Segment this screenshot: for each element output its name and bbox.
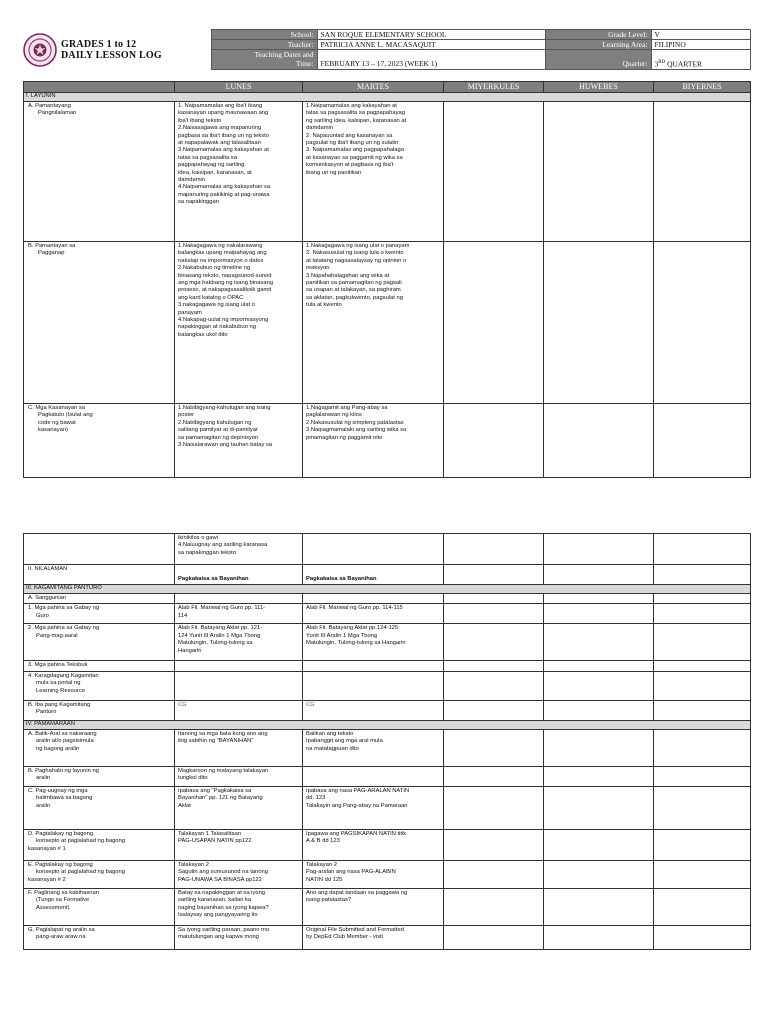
cell-paglinang-lunes: Batay sa napakinggan at sa iyong sariling karanasan, kailan ka naging bayanihan sa iyong kapwa? Isalaysay ang pangyayaring ito <box>175 888 303 925</box>
cell-c-lunes-continued: ikinikilos o gawi 4.Naiuugnay ang sariling karanasa sa napakinggan teksto <box>175 534 303 565</box>
row-label-teksbuk: 3. Mga pahina Teksbuk <box>24 661 175 671</box>
table-row <box>24 661 751 671</box>
quarter-value: 3RD QUARTER <box>651 59 750 70</box>
lesson-grid-page-2 <box>23 533 751 950</box>
learning-area-value: FILIPINO <box>651 40 750 50</box>
cell-pagtalakay-1-martes: Ipagawa ang PAGSIKAPAN NATIN titik A & B dd 123 <box>303 829 444 860</box>
table-row <box>24 700 751 720</box>
cell-b-huwebes <box>544 242 654 404</box>
table-row <box>24 829 751 860</box>
section-pamamaraan: IV. PAMAMARAAN <box>24 720 751 729</box>
row-label-mga-kasanayan: C. Mga Kasanayan sa Pagkatuto (Isulat ang code ng bawat kasanayan) <box>24 404 175 478</box>
cell-cg-lunes: CG <box>175 700 303 720</box>
cell-b-biyernes <box>654 242 751 404</box>
table-row <box>24 766 751 786</box>
cell-pagtalakay-2-lunes: Talakayan 2 Sagutin ang sumusunod na tanong PAG-UNAWA SA BINASA pp122 <box>175 860 303 888</box>
table-row <box>24 565 751 585</box>
cell-a-huwebes <box>544 102 654 242</box>
cell-paglalapat-lunes: Sa iyong sariling paraan, paano mo matutulungan ang kapwa mong <box>175 925 303 949</box>
learning-area-label: Learning Area: <box>545 40 651 50</box>
row-label-pag-uugnay: C. Pag-uugnay ng mga halimbawa sa bagong aralin <box>24 786 175 829</box>
row-label-gabay-mag-aaral: 2. Mga pahina sa Gabay ng Pang-mag-aaral <box>24 624 175 661</box>
cell-pag-uugnay-martes: Ipabasa ang nasa PAG-ARALAN NATIN dd. 123 Talakayin ang Pang-abay na Pamaraan <box>303 786 444 829</box>
title-line-2: DAILY LESSON LOG <box>61 49 162 61</box>
row-label-gabay-guro: 1. Mga pahina sa Gabay ng Guro <box>24 604 175 624</box>
table-row <box>24 102 751 242</box>
cell-gabay-mag-aaral-martes: Alab Fil. Batayang Aklat pp.124-125 Yunit III Aralin 1 Mga Tbong Matulungin, Tulong-tulong sa Hangarin <box>303 624 444 661</box>
table-row <box>24 534 751 565</box>
table-row <box>24 404 751 478</box>
cell-b-lunes: 1.Nakagagawa ng nakalarawang balangkas upang maipahayag ang nakalap na impormasyon o datos 2.Nakabubuo ng timeline ng binasang teksto, napagsunod-sunod ang mga hakbang ng isang binasang proseso, at nakapagsasaliksik gamit ang kard katalog o OPAC 3.nakagagawa ng isang ulat o panayam 4.Nakapag-uulat ng impormasyong napakinggan at nakabubuo ng balangkas ukol dito <box>175 242 303 404</box>
cell-balik-aral-martes: Balikan ang teksto Ipabanggit ang mga aral mula na matatagpuan dito <box>303 729 444 766</box>
corner-cell <box>24 82 175 93</box>
table-row <box>24 242 751 404</box>
cell-cg-martes: CG <box>303 700 444 720</box>
table-row <box>24 671 751 700</box>
row-label-karagdagang-kagamitan: 4. Karagdagang Kagamitan mula sa portal ng Learning Resource <box>24 671 175 700</box>
table-row <box>24 624 751 661</box>
teacher-label: Teacher: <box>211 40 317 50</box>
table-row <box>24 786 751 829</box>
school-value: SAN ROQUE ELEMENTARY SCHOOL <box>317 30 545 40</box>
row-label-balik-aral: A. Balik-Aral sa nakaraang aralin at/o pagsisimula ng bagong aralin <box>24 729 175 766</box>
cell-nilalaman-lunes: Pagkakaisa sa Bayanihan <box>175 565 303 585</box>
cell-gabay-guro-martes: Alab Fil. Manwal ng Guro pp. 114-115 <box>303 604 444 624</box>
title-line-1: GRADES 1 to 12 <box>61 38 137 50</box>
table-row <box>24 729 751 766</box>
cell-c-lunes: 1.Nabibigyang-kahulugan ang isang poster 2.Nabibigyang kahulugan ng salitang pamilyar at di-pamilyar sa pamamagitan ng depinisyon 3.Naisalarawan ang tauhan batay sa <box>175 404 303 478</box>
row-label-pamantayang-pangnilalaman: A. Pamantayang Pangnilalaman <box>24 102 175 242</box>
section-kagamitang-panturo: III. KAGAMITANG PANTURO <box>24 585 751 594</box>
cell-a-lunes: 1. Naipamamalas ang iba't ibang kasanayan upang maunawaan ang iba't ibang teksto 2.Naisasagawa ang mapanuring pagbasa sa iba't ibang uri ng teksto at napapalawak ang talasalitaan 3.Naipamamalas ang kakayahan at tatas sa pagsasalita sa pagpapahayag ng sariling idea, kaisipan, karanasan, at damdamin 4.Naipamamalas ang kakayahan sa mapanuring pakikinig at pag-unawa sa napakinggan <box>175 102 303 242</box>
table-row <box>24 860 751 888</box>
cell-c-huwebes <box>544 404 654 478</box>
lesson-grid-page-1 <box>23 81 751 478</box>
grade-level-label: Grade Level: <box>545 30 651 40</box>
section-layunin: I. LAYUNIN <box>24 93 751 102</box>
day-header-miyerkules: MIYERKULES <box>444 82 544 93</box>
day-header-lunes: LUNES <box>175 82 303 93</box>
row-label-paglalapat: G. Paglalapat ng aralin sa pang-araw araw na <box>24 925 175 949</box>
cell-a-biyernes <box>654 102 751 242</box>
cell-paglalapat-martes: Original File Submitted and Formatted by DepEd Club Member - visit <box>303 925 444 949</box>
cell-nilalaman-martes: Pagkakaisa sa Bayanihan <box>303 565 444 585</box>
row-label-pamantayan-sa-pagganap: B. Pamantayan sa Pagganap <box>24 242 175 404</box>
cell-a-martes: 1.Naipamamalas ang kakayahan at tatas sa pagsasalita sa pagpapahayag ng sariling idea, kaisipan, karanasan at damdamin 2. Napauunlad ang kasanayan sa pagsulat ng iba't ibang uri ng sulatin 3. Naipamamalas ang pagpapahalaga at kasanayan sa paggamit ng wika sa komunikasyon at pagbasa ng iba't ibang uri ng panitikan <box>303 102 444 242</box>
row-label-iba-pang-kagamitan: B. Iba pang Kagamitang Panturo <box>24 700 175 720</box>
table-row <box>24 888 751 925</box>
grade-level-value: V <box>651 30 750 40</box>
cell-paghahabi-lunes: Magkaroon ng malayang talakayan tungkol dito <box>175 766 303 786</box>
cell-c-miyerkules <box>444 404 544 478</box>
cell-pag-uugnay-lunes: Ipabasa ang "Pagkakaisa sa Bayanihan" pp. 121 ng Batayang Aklat <box>175 786 303 829</box>
row-label-nilalaman: II. NILALAMAN <box>24 565 175 585</box>
cell-c-biyernes <box>654 404 751 478</box>
cell-c-martes: 1.Nagagamit ang Pang-abay sa paglalarawan ng kilos 2.Nakasusulat ng simpleng patalastas 3.Naipagmamalaki ang sariling wika sa pmamagitan ng paggamit nito <box>303 404 444 478</box>
cell-a-miyerkules <box>444 102 544 242</box>
teacher-value: PATRICIA ANNE L. MACASAQUIT <box>317 40 545 50</box>
cell-gabay-guro-lunes: Alab Fil. Manwal ng Guro pp. 111- 114 <box>175 604 303 624</box>
header-brand <box>23 30 211 70</box>
teaching-dates-label: Teaching Dates and Time: <box>211 50 317 70</box>
row-label-paghahabi: B. Paghahabi ng layunin ng aralin <box>24 766 175 786</box>
cell-b-martes: 1.Nakagagawa ng isang ulat o panayam 2. Nakasusulat ng isang tula o kwento at talatang nagsasalaysay ng opinion o reaksyon 3.Napahahalagahan ang wika at panitikan sa pamamagitan ng pagsali sa usapan at talakayan, sa paghiram sa aklatan, pagkukwento, pagsulat ng tula at kwento <box>303 242 444 404</box>
cell-balik-aral-lunes: Itanong sa mga bata kung ano ang ibig sabihin ng "BAYANIHAN" <box>175 729 303 766</box>
day-header-huwebes: HUWEBES <box>544 82 654 93</box>
table-row <box>24 925 751 949</box>
day-header-biyernes: BIYERNES <box>654 82 751 93</box>
teaching-dates-value: FEBRUARY 13 – 17, 2023 (WEEK 1) <box>317 59 545 70</box>
cell-paglinang-martes: Ano ang dapat tandaan sa paggawa ng isang patalastas? <box>303 888 444 925</box>
row-label-sanggunian: A. Sanggunian <box>24 594 175 604</box>
cell-b-miyerkules <box>444 242 544 404</box>
table-row <box>24 594 751 604</box>
deped-seal-icon <box>23 33 57 67</box>
quarter-label: Quarter: <box>545 59 651 70</box>
cell-gabay-mag-aaral-lunes: Alab Fil. Batayang Aklat pp. 121- 124 Yunit III Aralin 1 Mga Tbong Matulungin, Tulong-tulong sa Hangarin <box>175 624 303 661</box>
cell-pagtalakay-2-martes: Talakayan 2 Pag-aralan ang nasa PAG-ALABIN NATIN dd 125 <box>303 860 444 888</box>
cell-pagtalakay-1-lunes: Talakayan 1 Talasalitaan PAG-USAPAN NATIN pp122 <box>175 829 303 860</box>
header-table <box>23 29 751 70</box>
row-label-pagtalakay-1: D. Pagtalakay ng bagong konsepto at paglalahad ng bagong kasanayan # 1 <box>24 829 175 860</box>
table-row <box>24 604 751 624</box>
row-label-pagtalakay-2: E. Pagtalakay ng bagong konsepto at paglalahad ng bagong kasanayan # 2 <box>24 860 175 888</box>
row-label-paglinang: F. Paglinang sa kabihasnan (Tungo sa Formative Assessment) <box>24 888 175 925</box>
day-header-martes: MARTES <box>303 82 444 93</box>
school-label: School: <box>211 30 317 40</box>
